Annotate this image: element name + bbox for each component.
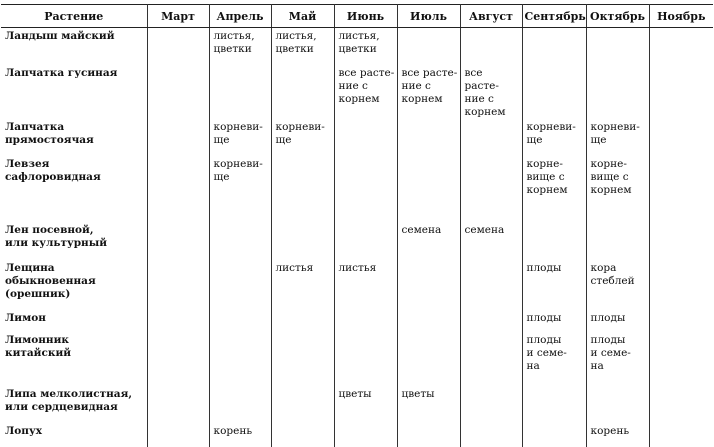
month-cell: цветы [397, 386, 460, 423]
month-cell [334, 332, 397, 386]
month-cell [271, 332, 334, 386]
table-row [1, 65, 713, 119]
month-cell [334, 119, 397, 156]
table-row [1, 119, 713, 156]
month-cell [271, 222, 334, 260]
header-month-august: Август [460, 5, 522, 28]
plant-name-cell: Лимонник китайский [1, 332, 147, 386]
header-month-june: Июнь [334, 5, 397, 28]
header-month-march: Март [147, 5, 209, 28]
month-cell [271, 310, 334, 332]
table-row [1, 222, 713, 260]
month-cell [209, 65, 271, 119]
month-cell [460, 260, 522, 310]
month-cell [522, 65, 586, 119]
month-cell: корневи- ще [522, 119, 586, 156]
plant-name-cell: Лен посевной, или культурный [1, 222, 147, 260]
month-cell: семена [397, 222, 460, 260]
month-cell [460, 332, 522, 386]
month-cell [147, 156, 209, 222]
month-cell [334, 156, 397, 222]
month-cell: корневи- ще [209, 156, 271, 222]
month-cell [397, 310, 460, 332]
month-cell [397, 332, 460, 386]
header-plant: Растение [1, 5, 147, 28]
header-month-april: Апрель [209, 5, 271, 28]
plant-name-cell: Лапчатка прямостоячая [1, 119, 147, 156]
month-cell [460, 119, 522, 156]
month-cell [147, 310, 209, 332]
month-cell [460, 156, 522, 222]
header-month-may: Май [271, 5, 334, 28]
plant-name-cell: Лещина обыкновенная (орешник) [1, 260, 147, 310]
month-cell [209, 310, 271, 332]
month-cell [147, 65, 209, 119]
month-cell [271, 65, 334, 119]
month-cell [147, 28, 209, 66]
month-cell [586, 222, 649, 260]
plant-name-cell: Лапчатка гусиная [1, 65, 147, 119]
month-cell [397, 119, 460, 156]
month-cell [586, 28, 649, 66]
month-cell [147, 423, 209, 447]
month-cell [147, 332, 209, 386]
table-row [1, 260, 713, 310]
plant-name-cell: Лимон [1, 310, 147, 332]
month-cell [334, 310, 397, 332]
table-row [1, 423, 713, 447]
month-cell [649, 423, 713, 447]
month-cell [209, 260, 271, 310]
plant-name-cell: Липа мелколистная, или сердцевидная [1, 386, 147, 423]
header-month-november: Ноябрь [649, 5, 713, 28]
month-cell [649, 156, 713, 222]
month-cell [649, 310, 713, 332]
month-cell [397, 156, 460, 222]
month-cell: корне- вище с корнем [522, 156, 586, 222]
harvest-calendar-table [1, 4, 713, 447]
month-cell: корень [209, 423, 271, 447]
month-cell [649, 260, 713, 310]
month-cell: корень [586, 423, 649, 447]
month-cell: корне- вище с корнем [586, 156, 649, 222]
month-cell [460, 310, 522, 332]
month-cell: цветы [334, 386, 397, 423]
month-cell: листья, цветки [334, 28, 397, 66]
month-cell [522, 222, 586, 260]
month-cell [209, 332, 271, 386]
month-cell: плоды и семе- на [522, 332, 586, 386]
header-month-september: Сентябрь [522, 5, 586, 28]
month-cell [209, 386, 271, 423]
month-cell: корневи- ще [271, 119, 334, 156]
month-cell [271, 423, 334, 447]
month-cell: плоды [522, 310, 586, 332]
month-cell [649, 28, 713, 66]
month-cell [397, 423, 460, 447]
month-cell [586, 65, 649, 119]
month-cell [460, 28, 522, 66]
table-row [1, 28, 713, 66]
month-cell: листья, цветки [209, 28, 271, 66]
month-cell [334, 423, 397, 447]
month-cell [271, 156, 334, 222]
month-cell [147, 119, 209, 156]
month-cell [522, 423, 586, 447]
month-cell: все расте- ние с корнем [460, 65, 522, 119]
month-cell: листья [334, 260, 397, 310]
month-cell: корневи- ще [586, 119, 649, 156]
month-cell: кора стеблей [586, 260, 649, 310]
month-cell: все расте- ние с корнем [334, 65, 397, 119]
table-row [1, 310, 713, 332]
month-cell [586, 386, 649, 423]
table-row [1, 386, 713, 423]
plant-name-cell: Ландыш майский [1, 28, 147, 66]
month-cell [147, 386, 209, 423]
month-cell [522, 28, 586, 66]
month-cell [460, 386, 522, 423]
month-cell [334, 222, 397, 260]
month-cell [460, 423, 522, 447]
month-cell: плоды [586, 310, 649, 332]
month-cell [147, 260, 209, 310]
month-cell: корневи- ще [209, 119, 271, 156]
month-cell: плоды [522, 260, 586, 310]
month-cell [649, 386, 713, 423]
month-cell [209, 222, 271, 260]
month-cell [397, 260, 460, 310]
header-row [1, 5, 713, 28]
month-cell: все расте- ние с корнем [397, 65, 460, 119]
month-cell: листья [271, 260, 334, 310]
plant-name-cell: Левзея сафлоровидная [1, 156, 147, 222]
month-cell [397, 28, 460, 66]
month-cell [522, 386, 586, 423]
month-cell [649, 332, 713, 386]
month-cell: семена [460, 222, 522, 260]
table-row [1, 156, 713, 222]
month-cell [649, 65, 713, 119]
month-cell [649, 222, 713, 260]
month-cell [147, 222, 209, 260]
month-cell: листья, цветки [271, 28, 334, 66]
month-cell: плоды и семе- на [586, 332, 649, 386]
plant-name-cell: Лопух [1, 423, 147, 447]
month-cell [649, 119, 713, 156]
table-row [1, 332, 713, 386]
header-month-july: Июль [397, 5, 460, 28]
header-month-october: Октябрь [586, 5, 649, 28]
month-cell [271, 386, 334, 423]
